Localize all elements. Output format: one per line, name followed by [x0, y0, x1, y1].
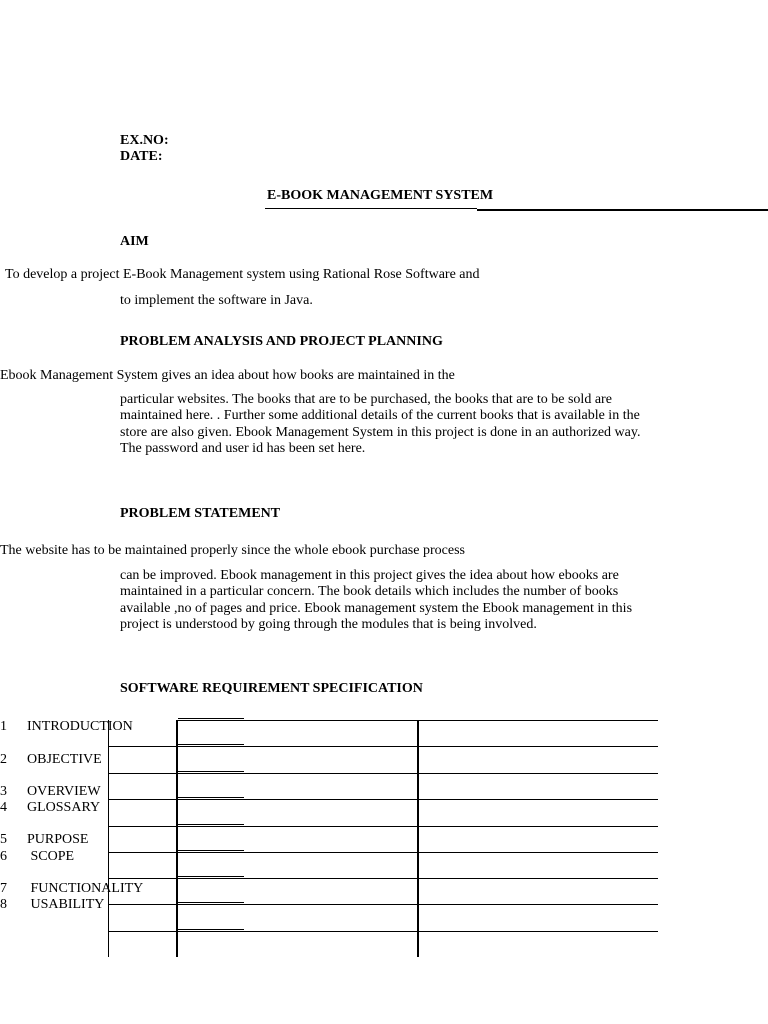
- table-line: [178, 850, 244, 851]
- paragraph-line: particular websites. The books that are to be purchased, the books that are to be sold are: [120, 392, 612, 407]
- srs-item-number: 5: [0, 832, 7, 847]
- paragraph-line: available ,no of pages and price. Ebook management system the Ebook management in this: [120, 600, 633, 616]
- srs-item-number: 6: [0, 849, 7, 864]
- paragraph-line: can be improved. Ebook management in this project gives the idea about how ebooks are: [120, 568, 619, 583]
- table-line: [176, 720, 178, 957]
- srs-item-number: 4: [0, 800, 7, 815]
- table-line: [108, 799, 658, 800]
- document-title: E-BOOK MANAGEMENT SYSTEM: [267, 188, 494, 203]
- paragraph-line: maintained here. . Further some additional details of the current books that is available in the: [120, 408, 640, 424]
- problem-statement-first-line: The website has to be maintained properly since the whole ebook purchase process: [0, 543, 465, 558]
- srs-item-label: SCOPE: [27, 849, 75, 864]
- table-line: [417, 720, 419, 957]
- paragraph-line: maintained in a particular concern. The book details which includes the number of books: [120, 584, 619, 600]
- table-line: [108, 931, 658, 932]
- title-rule: [477, 209, 768, 211]
- aim-line-2: to implement the software in Java.: [120, 293, 313, 308]
- paragraph-line: The password and user id has been set here.: [120, 440, 366, 456]
- srs-item-number: 2: [0, 752, 7, 767]
- srs-item-label: USABILITY: [27, 897, 105, 912]
- exno-label: EX.NO:: [120, 133, 169, 148]
- table-line: [178, 902, 244, 903]
- problem-analysis-paragraph: [120, 392, 710, 457]
- srs-item-number: 3: [0, 784, 7, 799]
- srs-item-label: PURPOSE: [27, 832, 89, 847]
- table-line: [108, 746, 658, 747]
- table-line: [108, 852, 658, 853]
- table-line: [108, 878, 658, 879]
- table-line: [108, 826, 658, 827]
- table-line: [178, 771, 244, 772]
- table-line: [178, 929, 244, 930]
- srs-item-number: 8: [0, 897, 7, 912]
- table-line: [178, 718, 244, 719]
- table-line: [178, 876, 244, 877]
- table-line: [108, 720, 109, 957]
- table-line: [108, 904, 658, 905]
- srs-item-number: 1: [0, 719, 7, 734]
- srs-item-label: OVERVIEW: [27, 784, 101, 799]
- title-underline: [265, 208, 477, 209]
- srs-item-label: FUNCTIONALITY: [27, 881, 144, 896]
- table-line: [178, 797, 244, 798]
- paragraph-line: project is understood by going through the modules that is being involved.: [120, 616, 537, 632]
- table-line: [178, 744, 244, 745]
- aim-line-1: To develop a project E-Book Management system using Rational Rose Software and: [5, 267, 480, 282]
- srs-item-number: 7: [0, 881, 7, 896]
- table-line: [108, 773, 658, 774]
- paragraph-line: store are also given. Ebook Management System in this project is done in an authorized way.: [120, 424, 641, 440]
- srs-item-label: INTRODUCTION: [27, 719, 133, 734]
- date-label: DATE:: [120, 149, 163, 164]
- table-line: [178, 824, 244, 825]
- srs-item-label: GLOSSARY: [27, 800, 101, 815]
- problem-analysis-first-line: Ebook Management System gives an idea about how books are maintained in the: [0, 368, 455, 383]
- aim-heading: AIM: [120, 234, 149, 249]
- problem-statement-paragraph: [120, 568, 710, 633]
- problem-statement-heading: PROBLEM STATEMENT: [120, 506, 281, 521]
- srs-heading: SOFTWARE REQUIREMENT SPECIFICATION: [120, 681, 423, 696]
- srs-item-label: OBJECTIVE: [27, 752, 102, 767]
- problem-analysis-heading: PROBLEM ANALYSIS AND PROJECT PLANNING: [120, 334, 443, 349]
